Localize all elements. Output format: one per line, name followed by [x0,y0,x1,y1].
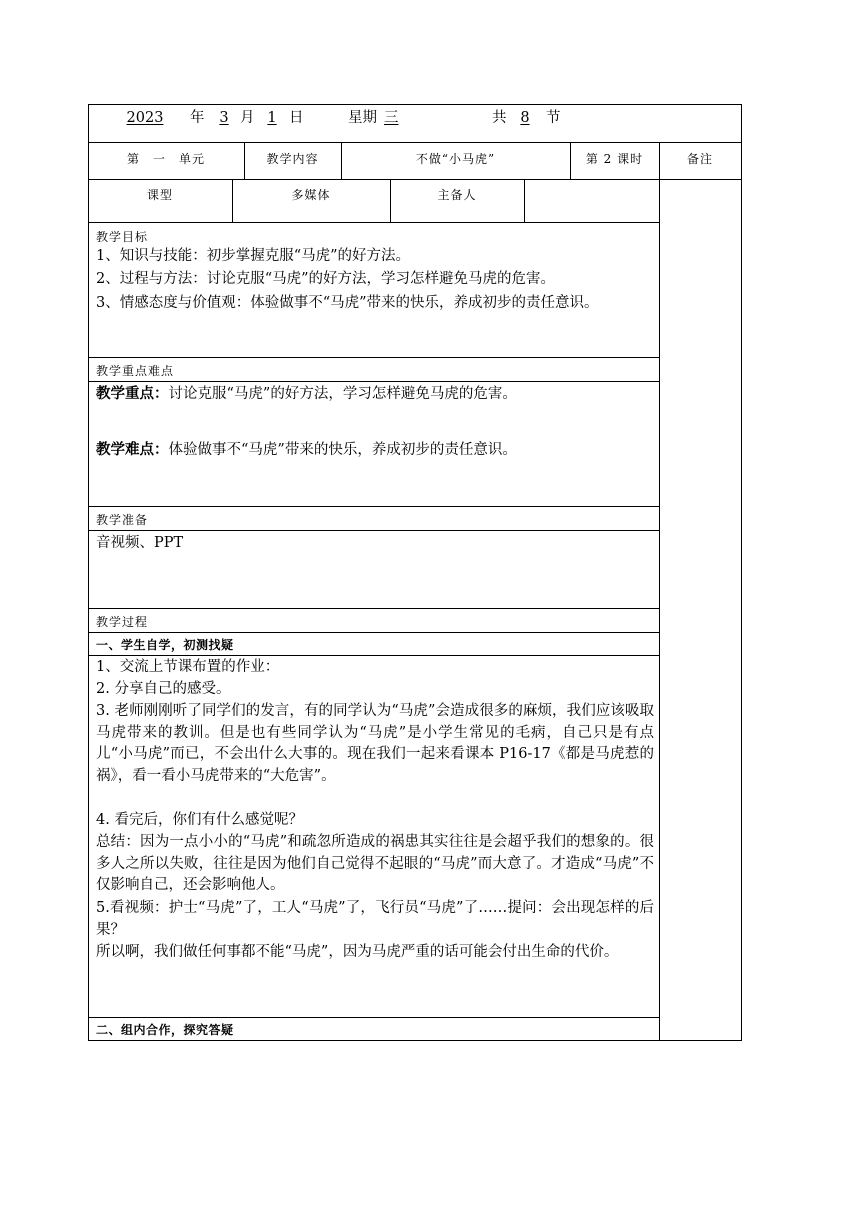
row-divider [88,608,659,609]
objective-line: 3、情感态度与价值观：体验做事不“马虎”带来的快乐，养成初步的责任意识。 [96,295,599,311]
table-border-top [88,104,742,105]
preparer-label: 主备人 [437,188,477,202]
table-border-right [741,104,742,1041]
objectives-heading: 教学目标 [96,230,149,244]
row-divider [88,179,742,180]
header-month-label: 月 [240,110,255,126]
header-weekday: 三 [384,110,399,126]
notes-label: 备注 [686,152,713,166]
objective-line: 2、过程与方法：讨论克服“马虎”的好方法，学习怎样避免马虎的危害。 [96,271,556,287]
key-points-heading: 教学重点难点 [96,364,175,378]
focus-label: 教学重点： [96,385,169,402]
process-paragraph: 总结：因为一点小小的“马虎”和疏忽所造成的祸患其实往往是会超乎我们的想象的。很多人之所以失败，往往是因为他们自己觉得不起眼的“马虎”而大意了。才造成“马虎”不仅影响自己，还会影响他人。 [96,834,654,894]
process-paragraph: 2. 分享自己的感受。 [96,681,231,697]
unit-cell: 第 一 单元 [126,152,205,166]
teaching-difficulty [96,439,517,462]
row-divider [88,381,659,382]
row-divider [88,357,659,358]
notes-column-divider [659,142,660,1041]
lesson-type-label: 课型 [146,188,173,202]
table-border-left [88,104,89,1041]
lesson-type-value: 多媒体 [291,188,331,202]
row-divider [88,655,659,656]
header-day: 1 [267,110,277,126]
section2-title: 二、组内合作，探究答疑 [96,1023,234,1037]
preparation-heading: 教学准备 [96,513,149,527]
process-paragraph: 4. 看完后，你们有什么感觉呢？ [96,812,303,828]
row-divider [88,530,659,531]
row-divider [88,222,659,223]
row-divider [88,506,659,507]
difficulty-text: 体验做事不“马虎”带来的快乐，养成初步的责任意识。 [168,442,517,458]
lesson-number: 第 2 课时 [585,152,644,166]
teaching-focus [96,383,517,406]
objective-line: 1、知识与技能：初步掌握克服“马虎”的好方法。 [96,248,411,264]
difficulty-label: 教学难点： [96,441,169,458]
table-border-bottom [88,1040,742,1041]
row-divider [88,632,659,633]
header-total-label: 共 [492,110,507,126]
row-divider [88,142,742,143]
process-heading: 教学过程 [96,615,149,629]
process-paragraph: 所以啊，我们做任何事都不能“马虎”，因为马虎严重的话可能会付出生命的代价。 [96,944,619,960]
process-paragraph: 3. 老师刚刚听了同学们的发言，有的同学认为“马虎”会造成很多的麻烦，我们应该吸取马虎带来的教训。但是也有些同学认为“马虎”是小学生常见的毛病，自己只是有点儿“小马虎”而已，不会出什么大事的。现在我们一起来看课本 P16-17《都是马虎惹的祸》，看一看小马虎带来的“大危害”。 [96,703,654,784]
header-year: 2023 [126,110,164,126]
col-divider [524,179,525,223]
section1-title: 一、学生自学，初测找疑 [96,638,234,652]
preparation-content: 音视频、PPT [96,535,184,551]
focus-text: 讨论克服“马虎”的好方法，学习怎样避免马虎的危害。 [168,386,517,402]
header-day-label: 日 [289,110,304,126]
header-total-unit: 节 [546,110,561,126]
content-label: 教学内容 [266,152,319,166]
header-month: 3 [219,110,229,126]
header-year-label: 年 [190,110,205,126]
row-divider [88,1017,659,1018]
process-paragraph: 1、交流上节课布置的作业： [96,659,280,675]
header-total: 8 [520,110,530,126]
header-weekday-label: 星期 [348,110,377,126]
process-paragraph: 5.看视频：护士“马虎”了，工人“马虎”了，飞行员“马虎”了……提问：会出现怎样的后果？ [96,900,654,938]
lesson-title: 不做“小马虎” [415,152,496,166]
